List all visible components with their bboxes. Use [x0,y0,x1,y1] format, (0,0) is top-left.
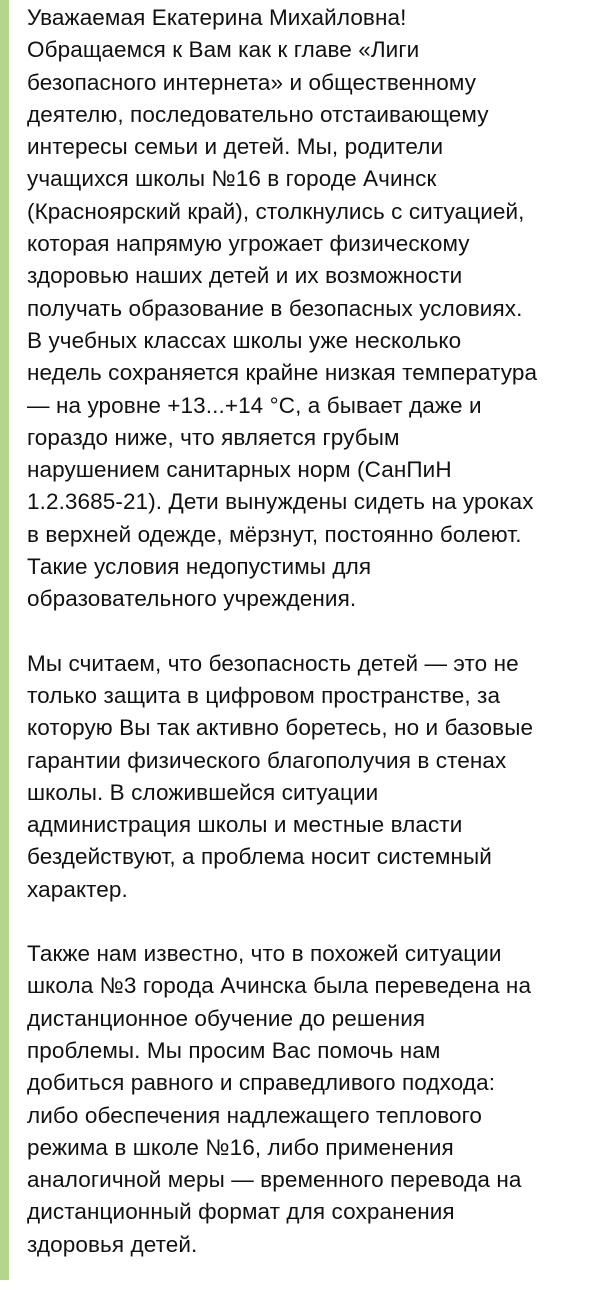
message-line: аналогичной меры — временного перевода на [27,1167,522,1193]
message-line: добиться равного и справедливого подхода: [27,1070,496,1096]
message-line: недель сохраняется крайне низкая температура [27,360,538,386]
message-line: либо обеспечения надлежащего теплового [27,1102,483,1128]
message-line: В учебных классах школы уже несколько [27,327,462,353]
message-line: гораздо ниже, что является грубым [27,424,400,450]
message-line: 1.2.3685-21). Дети вынуждены сидеть на уроках [27,489,534,515]
message-line: школа №3 города Ачинска была переведена на [27,973,532,999]
message-paragraph [27,2,603,616]
message-paragraph [27,648,603,906]
message-line: только защита в цифровом пространстве, за [27,682,501,708]
message-line: дистанционный формат для сохранения [27,1199,455,1225]
message-line: проблемы. Мы просим Вас помочь нам [27,1037,441,1063]
message-line: которая напрямую угрожает физическому [27,231,470,257]
message-line: Также нам известно, что в похожей ситуации [27,941,502,967]
message-line: интересы семьи и детей. Мы, родители [27,134,444,160]
message-paragraph [27,938,603,1261]
message-line: Такие условия недопустимы для [27,554,372,580]
message-line: безопасного интернета» и общественному [27,69,477,95]
message-line: деятелю, последовательно отстаивающему [27,101,489,127]
message-line: (Красноярский край), столкнулись с ситуацией, [27,198,525,224]
message-line: которую Вы так активно боретесь, но и базовые [27,715,534,741]
message-accent-bar [0,0,9,1280]
message-line: здоровью наших детей и их возможности [27,263,463,289]
message-line: нарушением санитарных норм (СанПиН [27,457,452,483]
message-text [27,2,603,1293]
message-line: образовательного учреждения. [27,586,357,612]
message-line: в верхней одежде, мёрзнут, постоянно болеют. [27,521,522,547]
message-line: режима в школе №16, либо применения [27,1134,454,1160]
message-line: дистанционное обучение до решения [27,1005,426,1031]
message-line: Обращаемся к Вам как к главе «Лиги [27,37,420,63]
message-line: Уважаемая Екатерина Михайловна! [27,5,407,30]
message-line: учащихся школы №16 в городе Ачинск [27,166,437,192]
message-line: здоровья детей. [27,1231,198,1257]
message-line: — на уровне +13...+14 °C, а бывает даже и [27,392,482,418]
message-line: Мы считаем, что безопасность детей — это не [27,650,519,676]
message-line: администрация школы и местные власти [27,812,463,838]
message-line: гарантии физического благополучия в стенах [27,747,507,773]
message-line: бездействуют, а проблема носит системный [27,844,492,870]
message-line: школы. В сложившейся ситуации [27,779,379,805]
message-line: характер. [27,876,128,902]
message-line: получать образование в безопасных условиях. [27,295,523,321]
